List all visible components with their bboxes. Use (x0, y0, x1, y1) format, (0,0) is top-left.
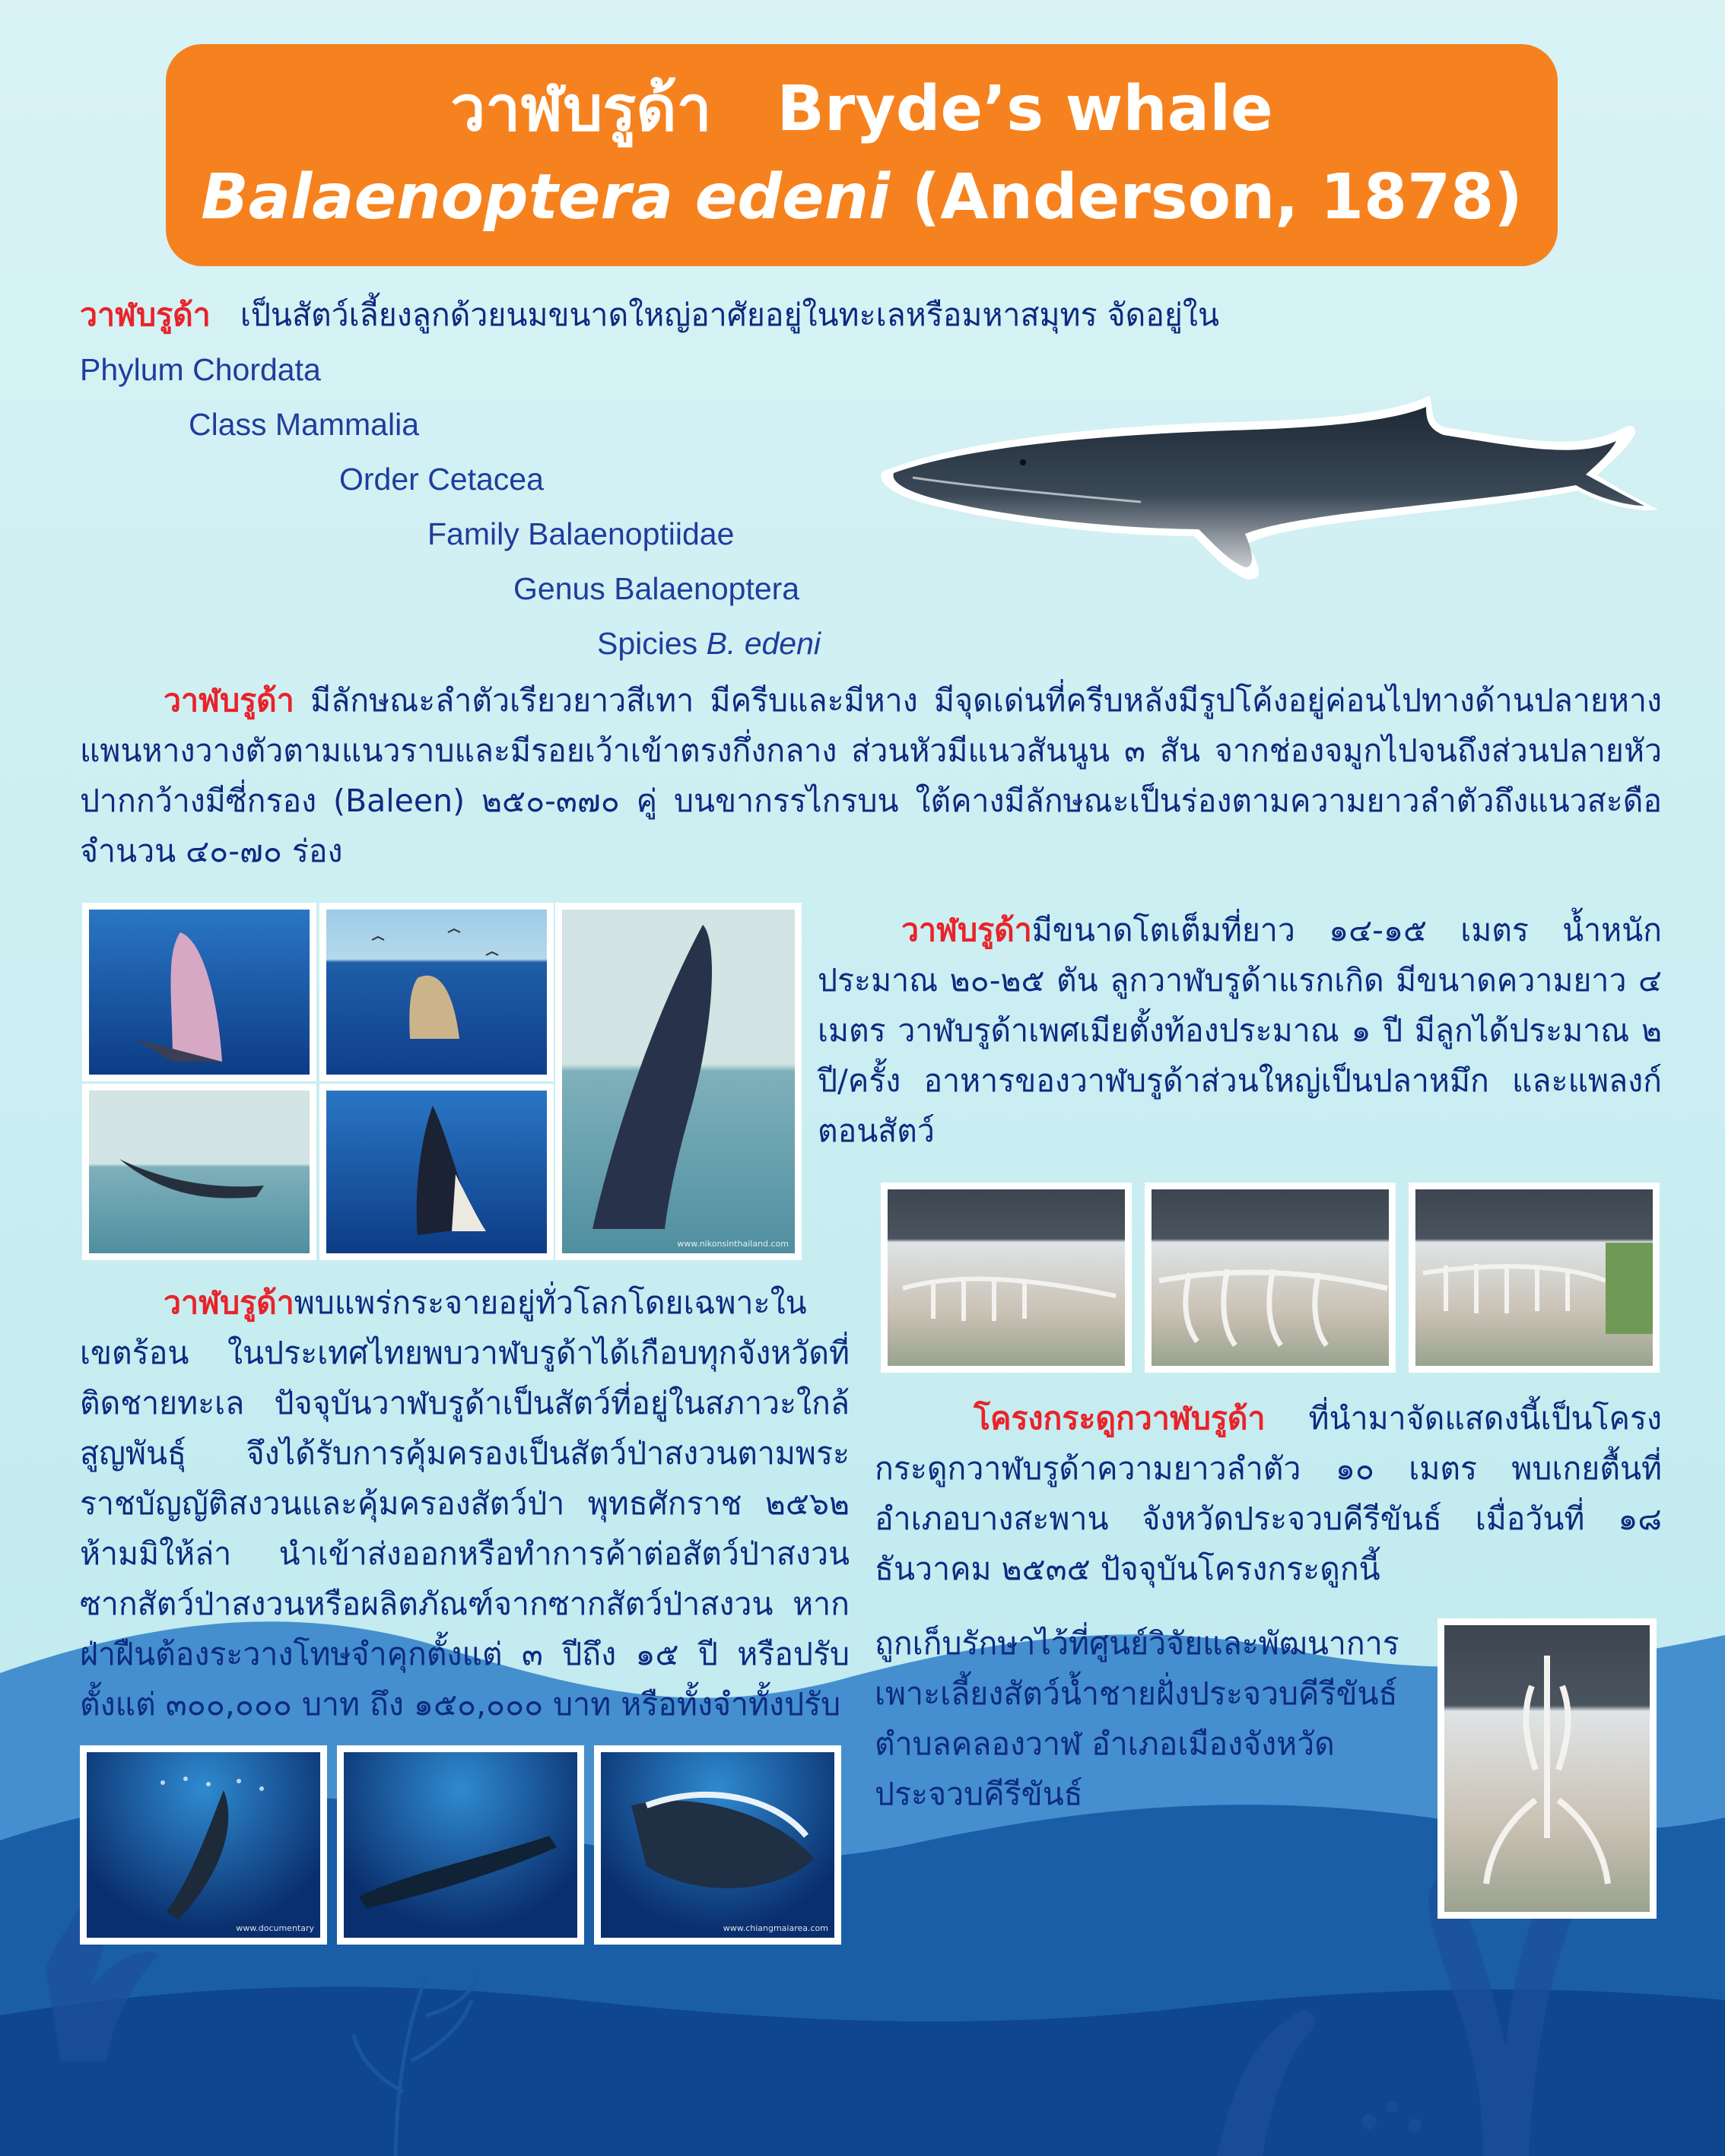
skeleton-2-graphic (1152, 1189, 1389, 1366)
photo-watermark: www.nikonsinthailand.com (677, 1239, 789, 1249)
skeleton-paragraph-continued (875, 1618, 1430, 1819)
intro-highlight: วาฬบรูด้า (80, 297, 211, 333)
photo-skeleton-vertical (1438, 1618, 1657, 1919)
taxonomy-class: Class Mammalia (189, 407, 419, 442)
whale-underwater-graphic (87, 1752, 320, 1938)
skeleton-paragraph (875, 1393, 1662, 1594)
whale-lunge-graphic (326, 1091, 547, 1253)
photo-whale-swimming (337, 1745, 584, 1945)
description-paragraph (80, 675, 1662, 876)
taxonomy-species (597, 621, 821, 666)
skeleton-3-graphic (1415, 1189, 1653, 1366)
intro-paragraph (80, 291, 1449, 339)
photo-skeleton-2 (1145, 1183, 1396, 1373)
whale-swimming-graphic (344, 1752, 577, 1938)
photo-whale-surface (594, 1745, 841, 1945)
photo-skeleton-1 (881, 1183, 1132, 1373)
taxonomy-phylum: Phylum Chordata (80, 352, 321, 387)
skeleton-1-graphic (888, 1189, 1125, 1366)
photo-whale-fin (82, 1084, 316, 1260)
whale-feeding-graphic (326, 910, 547, 1075)
skeleton-text-rest: ถูกเก็บรักษาไว้ที่ศูนย์วิจัยและพัฒนาการเพาะเลี้ยงสัตว์น้ำชายฝั่งประจวบคีรีขันธ์ ตำบลคลองวาฬ อำเภอเมืองจังหวัดประจวบคีรีขันธ์ (875, 1625, 1399, 1812)
distribution-paragraph (80, 1278, 850, 1729)
taxonomy-order: Order Cetacea (339, 462, 544, 497)
whale-surface-graphic (601, 1752, 834, 1938)
intro-text: เป็นสัตว์เลี้ยงลูกด้วยนมขนาดใหญ่อาศัยอยู่ในทะเลหรือมหาสมุทร จัดอยู่ใน (240, 297, 1219, 333)
title-banner (166, 44, 1558, 266)
taxonomy-species-name: B. edeni (706, 626, 821, 661)
title-english: Bryde’s whale (777, 73, 1273, 145)
whale-vertical-graphic (562, 910, 795, 1253)
photo-watermark: www.chiangmaiarea.com (723, 1923, 828, 1933)
whale-mouth-graphic (89, 910, 310, 1075)
title-line-2 (166, 160, 1558, 236)
whale-fin-graphic (89, 1091, 310, 1253)
description-text: มีลักษณะลำตัวเรียวยาวสีเทา มีครีบและมีหาง มีจุดเด่นที่ครีบหลังมีรูปโค้งอยู่ค่อนไปทางด้านปลายหาง แพนหางวางตัวตามแนวราบและมีรอยเว้าเข้าตรงกึ่งกลาง ส่วนหัวมีแนวสันนูน ๓ สัน จากช่องจมูกไปจนถึงส่วนปลายหัว ปากกว้างมีซี่กรอง (Baleen) ๒๕๐-๓๗๐ คู่ บนขากรรไกรบน ใต้คางมีลักษณะเป็นร่องตามความยาวลำตัวถึงแนวสะดือจำนวน ๔๐-๗๐ ร่อง (80, 682, 1662, 869)
distribution-highlight: วาฬบรูด้า (164, 1284, 294, 1321)
size-text: มีขนาดโตเต็มที่ยาว ๑๔-๑๕ เมตร น้ำหนักประมาณ ๒๐-๒๕ ตัน ลูกวาฬบรูด้าแรกเกิด มีขนาดความยาว ๔ เมตร วาฬบรูด้าเพศเมียตั้งท้องประมาณ ๑ ปี มีลูกได้ประมาณ ๒ ปี/ครั้ง อาหารของวาฬบรูด้าส่วนใหญ่เป็นปลาหมึก และแพลงก์ตอนสัตว์ (818, 912, 1662, 1149)
photo-whale-vertical (555, 903, 802, 1260)
author-year: (Anderson, 1878) (911, 161, 1523, 233)
taxonomy-family: Family Balaenoptiidae (427, 516, 735, 551)
photo-whale-mouth-open (82, 903, 316, 1081)
title-thai: วาฬบรูด้า (450, 73, 712, 145)
scientific-name: Balaenoptera edeni (201, 161, 891, 233)
photo-skeleton-3 (1409, 1183, 1660, 1373)
size-highlight: วาฬบรูด้า (901, 912, 1032, 948)
taxonomy-species-label: Spicies (597, 626, 698, 661)
skeleton-highlight: โครงกระดูกวาฬบรูด้า (974, 1400, 1266, 1437)
skeleton-vertical-graphic (1444, 1625, 1650, 1912)
whale-illustration (867, 380, 1666, 586)
photo-whale-underwater-fish (80, 1745, 327, 1945)
taxonomy-genus: Genus Balaenoptera (513, 571, 800, 606)
distribution-text: พบแพร่กระจายอยู่ทั่วโลกโดยเฉพาะในเขตร้อน ในประเทศไทยพบวาฬบรูด้าได้เกือบทุกจังหวัดที่ติดชายทะเล ปัจจุบันวาฬบรูด้าเป็นสัตว์ที่อยู่ในสภาวะใกล้สูญพันธุ์ จึงได้รับการคุ้มครองเป็นสัตว์ป่าสงวนตามพระราชบัญญัติสงวนและคุ้มครองสัตว์ป่า พุทธศักราช ๒๕๖๒ ห้ามมิให้ล่า นำเข้าส่งออกหรือทำการค้าต่อสัตว์ป่าสงวน ซากสัตว์ป่าสงวนหรือผลิตภัณฑ์จากซากสัตว์ป่าสงวน หากฝ่าฝืนต้องระวางโทษจำคุกตั้งแต่ ๓ ปีถึง ๑๕ ปี หรือปรับตั้งแต่ ๓๐๐,๐๐๐ บาท ถึง ๑๕๐,๐๐๐ บาท หรือทั้งจำทั้งปรับ (80, 1284, 850, 1723)
skeleton-text-main: ที่นำมาจัดแสดงนี้เป็นโครงกระดูกวาฬบรูด้าความยาวลำตัว ๑๐ เมตร พบเกยตื้นที่อำเภอบางสะพาน จังหวัดประจวบคีรีขันธ์ เมื่อวันที่ ๑๘ ธันวาคม ๒๕๓๕ ปัจจุบันโครงกระดูกนี้ (875, 1400, 1662, 1587)
photo-whale-feeding-birds (319, 903, 554, 1081)
photo-watermark: www.documentary (236, 1923, 314, 1933)
size-paragraph (818, 905, 1662, 1156)
description-highlight: วาฬบรูด้า (164, 682, 294, 719)
photo-whale-lunge (319, 1084, 554, 1260)
title-line-1 (166, 71, 1558, 148)
